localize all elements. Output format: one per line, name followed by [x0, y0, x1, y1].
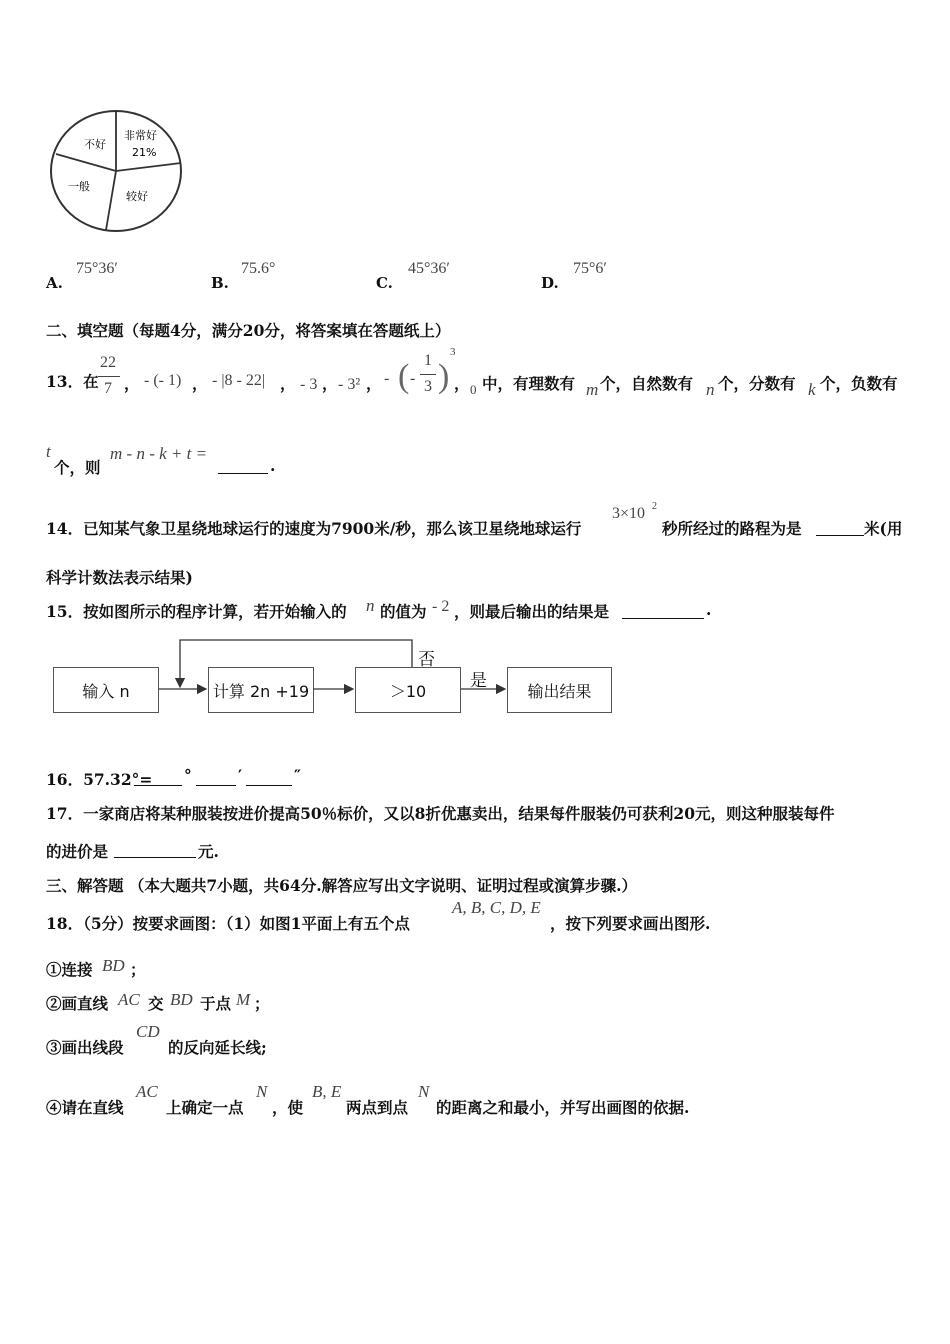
option-a-value: 75°36′	[76, 260, 118, 277]
q18-points: A, B, C, D, E	[452, 898, 541, 917]
q13-item-2: - |8 - 22|	[212, 372, 266, 389]
q13-var-k: k	[808, 380, 816, 399]
q13-frac2-num: 1	[424, 352, 432, 369]
q18-step-1	[46, 956, 346, 980]
q13-sep: ，	[322, 374, 338, 393]
pie-label-very-good: 非常好	[124, 129, 157, 142]
q18-step-3	[46, 1022, 446, 1058]
q18-s3-label: ③画出线段	[46, 1038, 124, 1057]
q16-text: 16．57.32°=	[46, 770, 153, 789]
q14-exponent: 2	[652, 501, 657, 512]
q18-s1-end: ；	[130, 960, 146, 979]
flow-output-box: 输出结果	[507, 667, 612, 713]
q16-second: ″	[294, 766, 301, 785]
q15-value: - 2	[432, 598, 450, 615]
q13-zero: 0	[470, 382, 477, 397]
q13-text-3: 个，分数有	[718, 374, 796, 393]
q15-text-3: ，则最后输出的结果是	[454, 602, 610, 621]
question-13: 13．在 22 7 ， - (- 1) ， - |8 - 22| ， - 3 ， - 3² ， - ( - 1 3 ) 3 ， 0 中，有理数有 m 个，自然数有 n 个，分数有 k 个，负数有	[46, 346, 898, 399]
q18-step-4	[46, 1082, 846, 1118]
option-c-letter: C.	[376, 274, 393, 292]
q13-sep: ，	[366, 374, 382, 393]
q13-sep: ，	[192, 374, 208, 393]
question-16	[46, 768, 446, 792]
q13-frac-den: 7	[104, 380, 112, 397]
q15-text-1: 15．按如图所示的程序计算，若开始输入的	[46, 602, 347, 621]
q18-s1-bd: BD	[102, 956, 125, 975]
q18-s2-m: M	[236, 990, 251, 1009]
q13-sep: ，	[124, 374, 140, 393]
question-14-cont: 科学计数法表示结果)	[46, 568, 193, 587]
q13-frac-num: 22	[100, 354, 116, 371]
q13-item-1: - (- 1)	[144, 372, 182, 389]
q16-minute: ′	[238, 766, 243, 785]
q13-text-5: 个，则	[54, 458, 101, 477]
q13-frac2-den: 3	[424, 378, 432, 395]
q13-text-4: 个，负数有	[820, 374, 898, 393]
pie-label-bad: 不好	[84, 138, 106, 151]
question-18	[46, 898, 806, 934]
q13-text-1: 中，有理数有	[482, 374, 576, 393]
q13-frac2-exp: 3	[450, 346, 456, 358]
q18-s4-label: ④请在直线	[46, 1098, 124, 1117]
q18-step-2	[46, 990, 446, 1014]
q18-s2-ac: AC	[118, 990, 140, 1009]
q13-end: .	[270, 456, 276, 475]
section-2-heading: 二、填空题（每题4分，满分20分，将答案填在答题纸上）	[46, 321, 451, 340]
q14-text-2: 秒所经过的路程为是	[662, 519, 802, 538]
q18-s4-ac: AC	[136, 1082, 158, 1101]
q13-var-n: n	[706, 380, 715, 399]
pie-label-good: 较好	[126, 190, 148, 203]
q13-item-3: - 3	[300, 376, 318, 393]
q14-text-1: 14．已知某气象卫星绕地球运行的速度为7900米/秒，那么该卫星绕地球运行	[46, 519, 582, 538]
option-b-value: 75.6°	[241, 260, 276, 277]
q15-text-2: 的值为	[380, 602, 427, 621]
q18-s2-end: ；	[254, 994, 270, 1013]
flow-input-box: 输入 n	[53, 667, 159, 713]
option-b-letter: B.	[211, 274, 229, 292]
q18-s1-label: ①连接	[46, 960, 93, 979]
pie-label-percent: 21%	[132, 146, 157, 159]
option-d-letter: D.	[541, 274, 559, 292]
q14-text-3: 米(用	[864, 519, 903, 538]
option-c-value: 45°36′	[408, 260, 450, 277]
flow-condition-box: ＞10	[355, 667, 461, 713]
q18-s4-be: B, E	[312, 1082, 342, 1101]
q18-s3-text: 的反向延长线;	[168, 1038, 267, 1057]
q18-text-2: ，按下列要求画出图形.	[550, 914, 711, 933]
q18-s4-text-2: ，使	[272, 1098, 304, 1117]
q18-s2-label: ②画直线	[46, 994, 109, 1013]
q13-number: 13．在	[46, 372, 99, 391]
q13-item-4: - 3²	[338, 376, 361, 393]
q18-text-1: 18．（5分）按要求画图：（1）如图1平面上有五个点	[46, 914, 410, 933]
flow-calc-box: 计算 2n +19	[208, 667, 314, 713]
pie-label-average: 一般	[68, 180, 90, 193]
q13-text-2: 个，自然数有	[600, 374, 694, 393]
q18-s2-text-2: 于点	[200, 994, 232, 1013]
q18-s4-text: 上确定一点	[166, 1098, 244, 1117]
option-d-value: 75°6′	[573, 260, 607, 277]
q18-s3-cd: CD	[136, 1022, 160, 1041]
q13-expression: m - n - k + t =	[110, 444, 208, 463]
q13-var-t: t	[46, 442, 51, 461]
q13-frac2-sign: -	[384, 370, 390, 387]
q13-sep: ，	[454, 374, 470, 393]
flow-yes-label: 是	[470, 671, 487, 691]
q18-s4-n: N	[256, 1082, 268, 1101]
q18-s2-bd: BD	[170, 990, 193, 1009]
q17-text-a: 的进价是	[46, 842, 109, 861]
q18-s4-n2: N	[418, 1082, 430, 1101]
q15-end: .	[706, 600, 712, 619]
q15-var-n: n	[366, 596, 375, 615]
q18-s2-text: 交	[148, 994, 164, 1013]
option-a-letter: A.	[46, 274, 63, 292]
question-17-line-2	[46, 840, 346, 864]
q16-degree: °	[184, 766, 192, 785]
flow-no-label: 否	[418, 650, 435, 670]
q18-s4-text-4: 的距离之和最小，并写出画图的依据.	[436, 1098, 690, 1117]
q17-text-b: 元.	[198, 842, 219, 861]
section-3-heading: 三、解答题 （本大题共7小题，共64分.解答应写出文字说明、证明过程或演算步骤.）	[46, 876, 638, 895]
q18-s4-text-3: 两点到点	[346, 1098, 409, 1117]
q13-sep: ，	[280, 374, 296, 393]
q14-expression: 3×10	[612, 505, 646, 522]
question-17-line-1: 17．一家商店将某种服装按进价提高50％标价，又以8折优惠卖出，结果每件服装仍可获利20元，则这种服装每件	[46, 804, 835, 823]
q13-var-m: m	[586, 380, 599, 399]
